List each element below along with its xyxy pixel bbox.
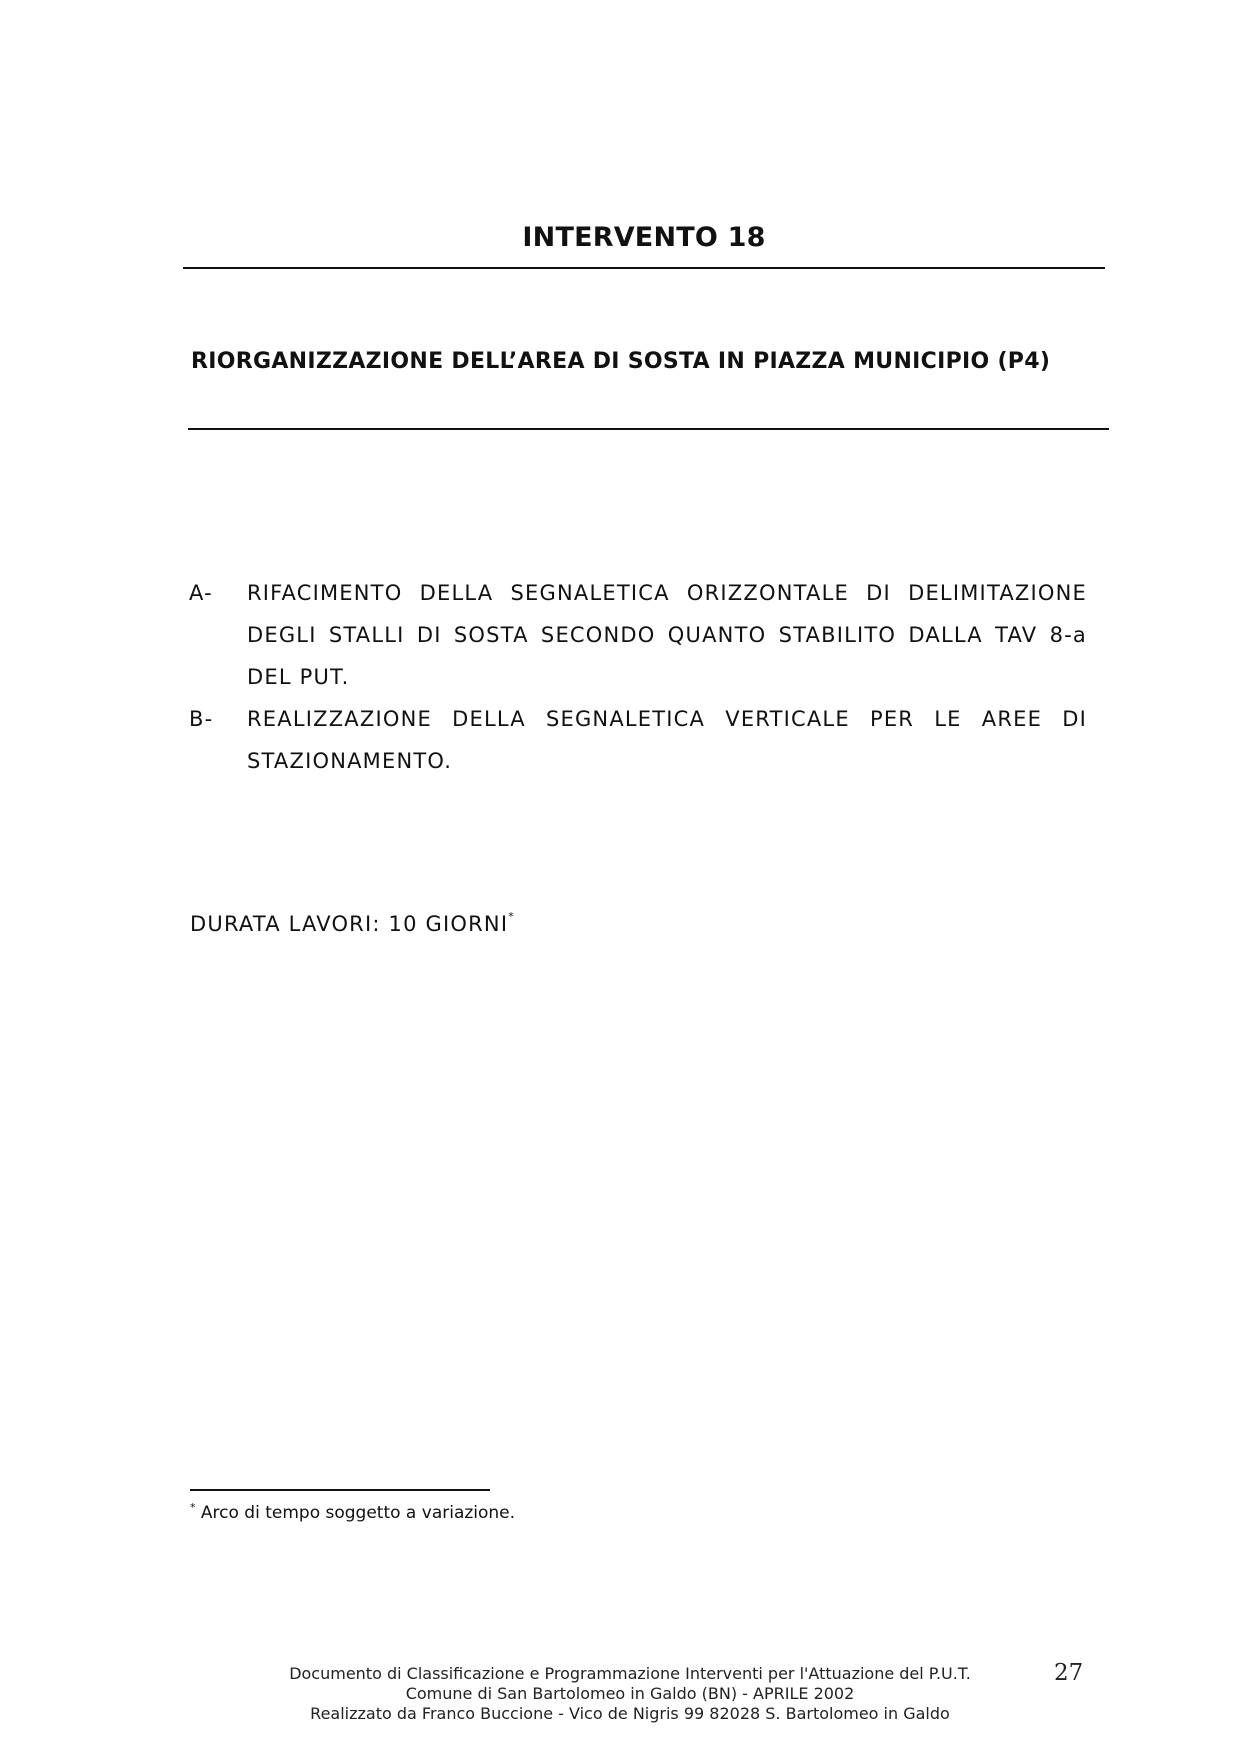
page-number: 27 bbox=[1054, 1660, 1084, 1686]
footnote-mark: * bbox=[190, 1501, 196, 1514]
list-marker: B- bbox=[189, 707, 214, 731]
duration-text: DURATA LAVORI: 10 GIORNI bbox=[190, 912, 509, 936]
page-footer bbox=[230, 1664, 1030, 1724]
footnote bbox=[190, 1503, 515, 1523]
footer-line-municipality: Comune di San Bartolomeo in Galdo (BN) - APRILE 2002 bbox=[405, 1684, 855, 1703]
list-item bbox=[189, 698, 1087, 782]
duration-line bbox=[190, 912, 515, 936]
list-item-text: RIFACIMENTO DELLA SEGNALETICA ORIZZONTALE DI DELIMITAZIONE DEGLI STALLI DI SOSTA SECONDO QUANTO STABILITO DALLA TAV 8-a DEL PUT. bbox=[247, 581, 1087, 689]
list-item-text: REALIZZAZIONE DELLA SEGNALETICA VERTICALE PER LE AREE DI STAZIONAMENTO. bbox=[247, 707, 1087, 773]
title-underline bbox=[183, 267, 1105, 269]
section-subtitle: RIORGANIZZAZIONE DELL’AREA DI SOSTA IN PIAZZA MUNICIPIO (P4) bbox=[191, 349, 1051, 374]
page-title: INTERVENTO 18 bbox=[522, 222, 766, 253]
footnote-text: Arco di tempo soggetto a variazione. bbox=[195, 1503, 516, 1523]
footer-line-document: Documento di Classificazione e Programmazione Interventi per l'Attuazione del P.U.T. bbox=[289, 1664, 971, 1683]
footnote-separator bbox=[190, 1489, 490, 1491]
list-item bbox=[189, 572, 1087, 698]
footnote-reference[interactable]: * bbox=[508, 910, 515, 923]
subtitle-underline bbox=[188, 428, 1109, 430]
intervention-list bbox=[189, 572, 1087, 782]
footer-line-author: Realizzato da Franco Buccione - Vico de Nigris 99 82028 S. Bartolomeo in Galdo bbox=[310, 1704, 950, 1723]
list-marker: A- bbox=[189, 581, 213, 605]
